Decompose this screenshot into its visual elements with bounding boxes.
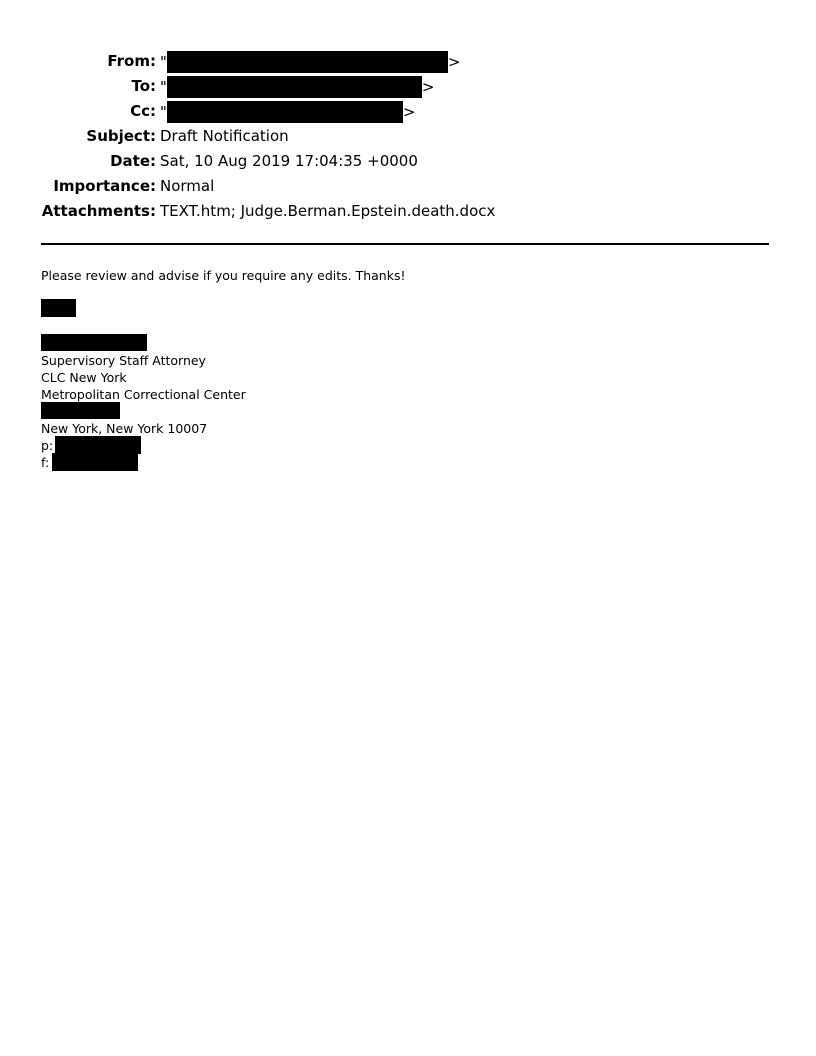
redaction-block xyxy=(55,436,141,454)
fax-prefix: f: xyxy=(41,455,50,470)
subject-value: Draft Notification xyxy=(160,127,289,145)
signature-title: Supervisory Staff Attorney xyxy=(41,353,206,368)
redaction-block xyxy=(167,76,422,98)
attachments-value: TEXT.htm; Judge.Berman.Epstein.death.docx xyxy=(160,202,496,220)
redaction-block xyxy=(41,402,120,419)
message-body: Please review and advise if you require any edits. Thanks! xyxy=(41,268,406,283)
importance-value: Normal xyxy=(160,177,215,195)
signature-fax xyxy=(41,454,49,471)
subject-label: Subject: xyxy=(86,127,156,145)
subject-row xyxy=(0,125,816,150)
to-value: " > xyxy=(160,77,435,96)
from-value: " > xyxy=(160,52,461,71)
signature-facility: Metropolitan Correctional Center xyxy=(41,387,246,402)
email-header xyxy=(0,50,816,225)
importance-row xyxy=(0,175,816,200)
to-label: To: xyxy=(131,77,156,95)
date-label: Date: xyxy=(110,152,156,170)
from-label: From: xyxy=(107,52,156,70)
importance-label: Importance: xyxy=(53,177,156,195)
redaction-block xyxy=(167,51,448,73)
redaction-block xyxy=(41,334,147,351)
cc-label: Cc: xyxy=(130,102,156,120)
to-row xyxy=(0,75,816,100)
cc-value: " > xyxy=(160,102,416,121)
redaction-block xyxy=(167,101,403,123)
phone-prefix: p: xyxy=(41,438,54,453)
signature-city: New York, New York 10007 xyxy=(41,421,208,436)
signature-phone xyxy=(41,437,53,454)
attachments-row xyxy=(0,200,816,225)
signature-office: CLC New York xyxy=(41,370,127,385)
header-divider xyxy=(41,243,769,245)
attachments-label: Attachments: xyxy=(41,202,156,220)
date-row xyxy=(0,150,816,175)
redaction-block xyxy=(41,299,76,317)
date-value: Sat, 10 Aug 2019 17:04:35 +0000 xyxy=(160,152,418,170)
from-row xyxy=(0,50,816,75)
redaction-block xyxy=(52,453,138,471)
cc-row xyxy=(0,100,816,125)
